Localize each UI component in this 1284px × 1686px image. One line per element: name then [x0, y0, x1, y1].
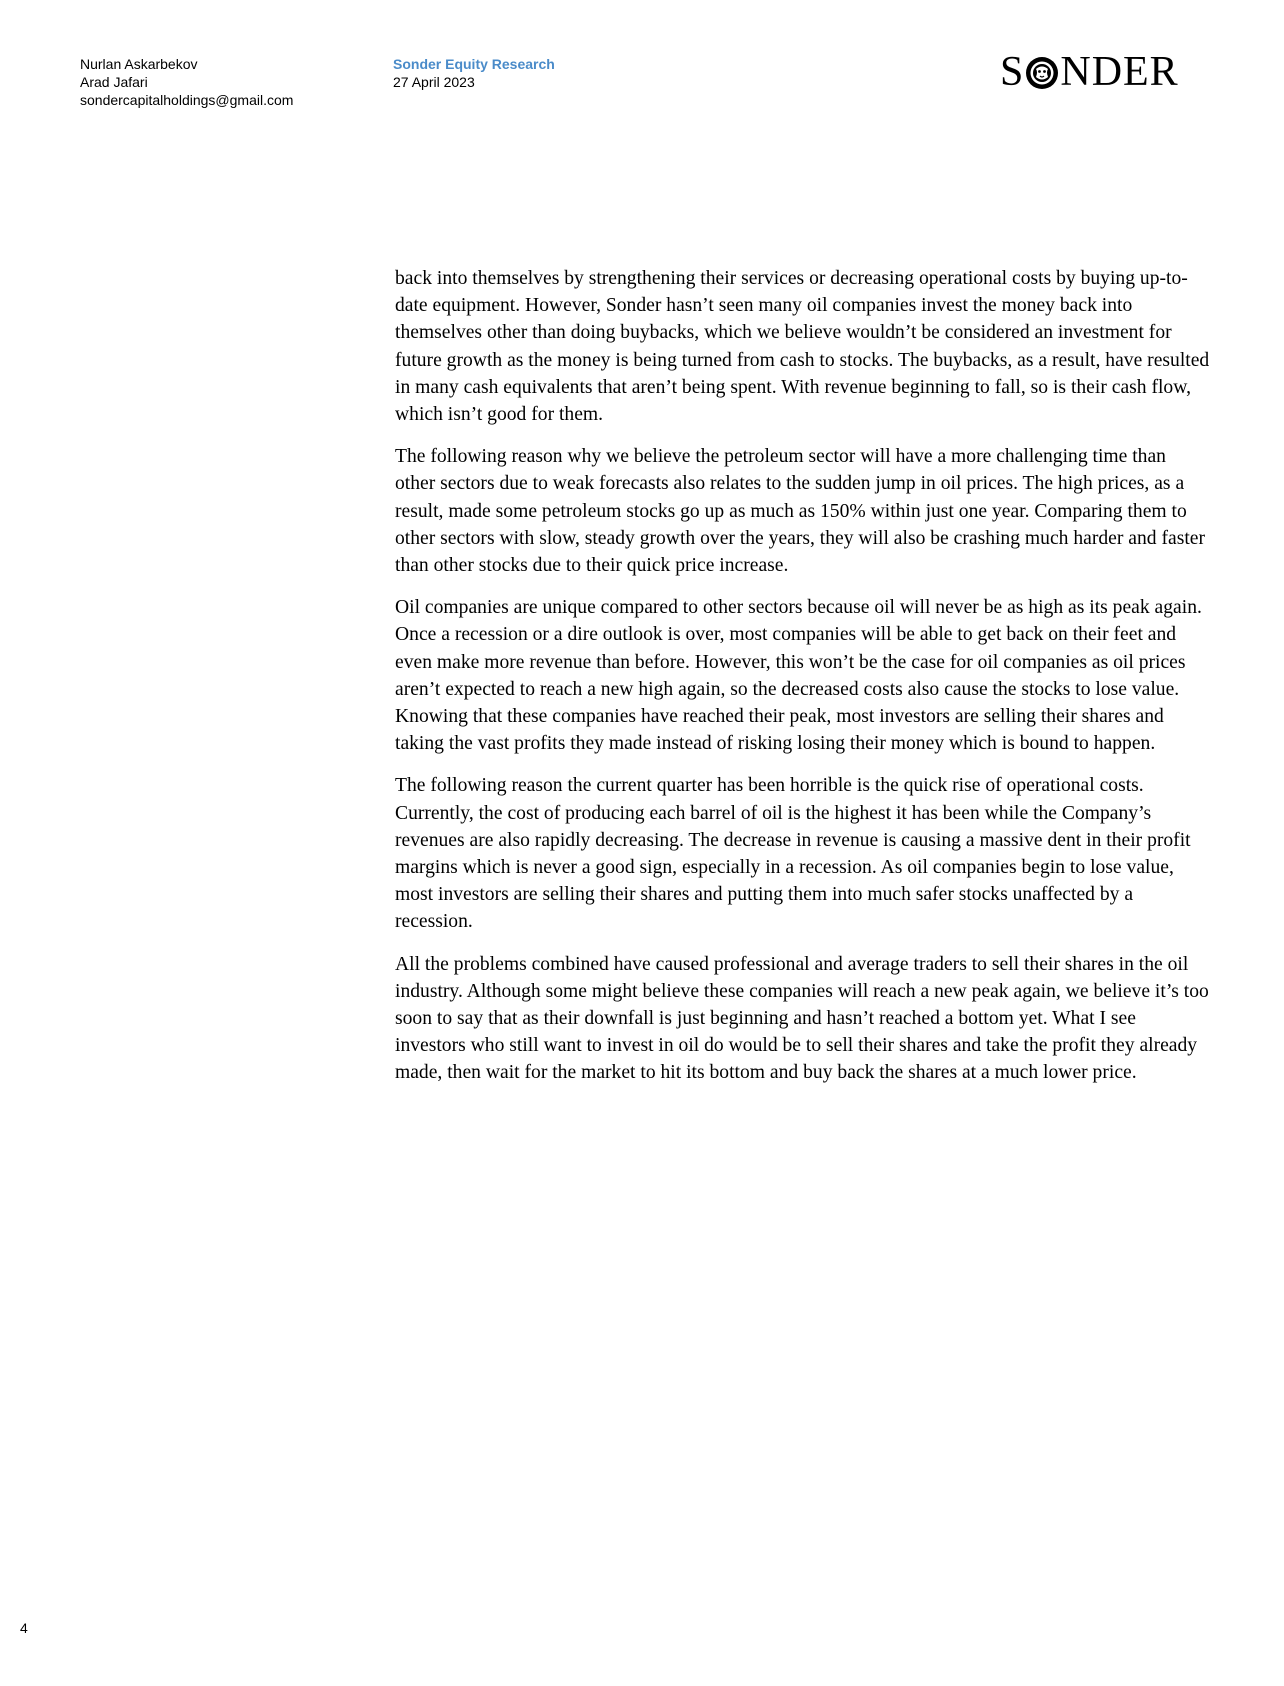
author-name: Nurlan Askarbekov — [80, 56, 198, 72]
page-number: 4 — [20, 1620, 28, 1636]
sonder-logo — [1000, 48, 1179, 96]
author-name: Arad Jafari — [80, 74, 148, 90]
body-paragraph: The following reason why we believe the petroleum sector will have a more challenging time than other sectors due to weak forecasts also relates to the sudden jump in oil prices. The high prices, as a result, made some petroleum stocks go up as much as 150% within just one year. Comparing them to other sectors with slow, steady growth over the years, they will also be crashing much harder and faster than other stocks due to their quick price increase. — [395, 446, 1205, 577]
author-block — [80, 55, 293, 109]
body-paragraph: The following reason the current quarter has been horrible is the quick rise of operational costs. Currently, the cost of producing each barrel of oil is the highest it has been while the Company’s revenues are also rapidly decreasing. The decrease in revenue is causing a massive dent in their profit margins which is never a good sign, especially in a recession. As oil companies begin to lose value, most investors are selling their shares and putting them into much safer stocks unaffected by a recession. — [395, 775, 1191, 933]
firm-block — [393, 55, 555, 91]
body-paragraph: All the problems combined have caused professional and average traders to sell their shares in the oil industry. Although some might believe these companies will reach a new peak again, we believe it’s too soon to say that as their downfall is just beginning and hasn’t reached a bottom yet. What I see investors who still want to invest in oil do would be to sell their shares and take the profit they already made, then wait for the market to hit its bottom and buy back the shares at a much lower price. — [395, 953, 1209, 1084]
report-date: 27 April 2023 — [393, 74, 475, 90]
author-email: sondercapitalholdings@gmail.com — [80, 92, 294, 108]
logo-text-suffix: NDER — [1060, 49, 1179, 95]
firm-name: Sonder Equity Research — [393, 56, 555, 72]
logo-text-prefix: S — [1000, 49, 1025, 95]
body-paragraph: back into themselves by strengthening their services or decreasing operational costs by buying up-to-date equipment. However, Sonder hasn’t seen many oil companies invest the money back into themselves other than doing buybacks, which we believe wouldn’t be considered an investment for future growth as the money is being turned from cash to stocks. The buybacks, as a result, have resulted in many cash equivalents that aren’t being spent. With revenue beginning to fall, so is their cash flow, which isn’t good for them. — [395, 268, 1210, 426]
lion-emblem-icon — [1025, 54, 1059, 90]
report-body — [395, 265, 1210, 1102]
body-paragraph: Oil companies are unique compared to other sectors because oil will never be as high as its peak again. Once a recession or a dire outlook is over, most companies will be able to get back on their feet and even make more revenue than before. However, this won’t be the case for oil companies as oil prices aren’t expected to reach a new high again, so the decreased costs also cause the stocks to lose value. Knowing that these companies have reached their peak, most investors are selling their shares and taking the vast profits they made instead of risking losing their money which is bound to happen. — [395, 597, 1202, 755]
